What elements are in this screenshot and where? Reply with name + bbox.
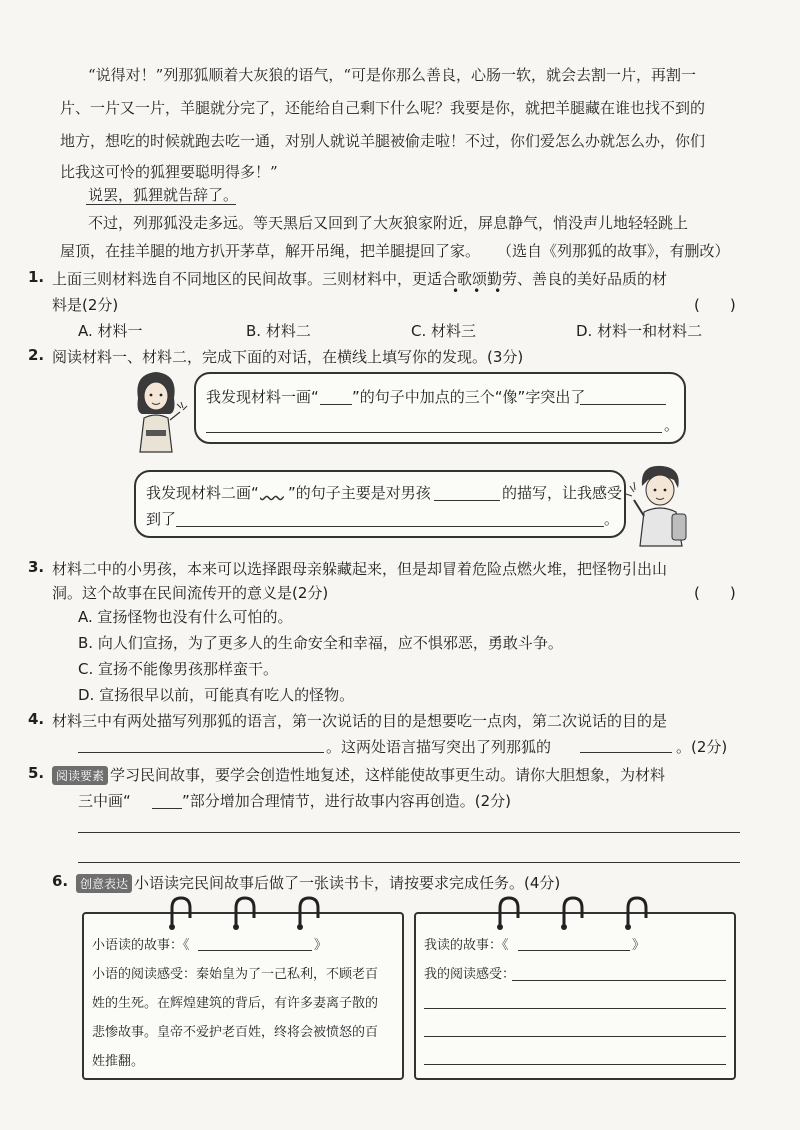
- q1-option[interactable]: A. 材料一: [78, 322, 143, 340]
- bubble1-end: 。: [664, 416, 680, 434]
- q2-stem: 阅读材料一、材料二，完成下面的对话，在横线上填写你的发现。(3分): [52, 348, 524, 366]
- card1-story-label: 小语读的故事：《: [92, 938, 190, 953]
- q3-answer-paren[interactable]: ( ): [694, 584, 736, 602]
- card1-feeling: 姓推翻。: [92, 1054, 145, 1069]
- q3-option[interactable]: B. 向人们宣扬，为了更多人的生命安全和幸福，应不惧邪恶，勇敢斗争。: [78, 634, 563, 652]
- fill-blank[interactable]: [320, 404, 352, 405]
- girl-illustration-icon: [126, 368, 186, 454]
- answer-line[interactable]: [512, 980, 726, 981]
- card2-feeling-label: 我的阅读感受：: [424, 967, 516, 982]
- q5-number: 5.: [28, 764, 45, 782]
- bubble2-text-b: ”的句子主要是对男孩: [288, 484, 431, 502]
- bubble2-text-c: 的描写，让我感受: [502, 484, 623, 502]
- answer-blank[interactable]: [176, 526, 604, 527]
- binder-ring-icon: [558, 896, 588, 932]
- answer-line[interactable]: [424, 1036, 726, 1037]
- bubble2-text-a: 我发现材料二画“: [146, 484, 259, 502]
- card1-feeling: 姓的生死。在辉煌建筑的背后，有许多妻离子散的: [92, 996, 379, 1011]
- q6-stem: [76, 872, 560, 893]
- answer-line[interactable]: [78, 832, 740, 833]
- q3-number: 3.: [28, 558, 45, 576]
- passage-line: 说罢，狐狸就告辞了。: [88, 186, 239, 204]
- answer-line[interactable]: [424, 1008, 726, 1009]
- bubble2-text-d: 到了: [146, 510, 177, 528]
- q2-number: 2.: [28, 346, 45, 364]
- q3-stem: 材料二中的小男孩，本来可以选择跟母亲躲藏起来，但是却冒着危险点燃火堆，把怪物引出山: [52, 560, 668, 578]
- binder-ring-icon: [294, 896, 324, 932]
- card1-feeling: 悲惨故事。皇帝不爱护老百姓，终将会被愤怒的百: [92, 1025, 379, 1040]
- q1-stem: 上面三则材料选自不同地区的民间故事。三则材料中，更适合歌颂勤劳、善良的美好品质的材: [52, 270, 668, 288]
- passage-line: 片、一片又一片，羊腿就分完了，还能给自己剩下什么呢？我要是你，就把羊腿藏在谁也找不到的: [60, 99, 706, 117]
- binder-ring-icon: [494, 896, 524, 932]
- q3-option[interactable]: D. 宣扬很早以前，可能真有吃人的怪物。: [78, 686, 355, 704]
- card2-story-close: 》: [632, 938, 646, 953]
- creative-expression-tag: 创意表达: [76, 874, 132, 893]
- binder-ring-icon: [230, 896, 260, 932]
- q6-stem-text: 小语读完民间故事后做了一张读书卡，请按要求完成任务。(4分): [134, 874, 561, 892]
- answer-blank[interactable]: [434, 500, 500, 501]
- passage-line: 屋顶，在挂羊腿的地方扒开茅草，解开吊绳，把羊腿提回了家。: [60, 242, 481, 260]
- q3-option[interactable]: C. 宣扬不能像男孩那样蛮干。: [78, 660, 279, 678]
- answer-blank[interactable]: [78, 752, 324, 753]
- q1-answer-paren[interactable]: ( ): [694, 296, 736, 314]
- q1-number: 1.: [28, 268, 45, 286]
- passage-line: “说得对！”列那狐顺着大灰狼的语气，“可是你那么善良，心肠一软，就会去割一片，再割一: [88, 66, 697, 84]
- q1-option[interactable]: D. 材料一和材料二: [576, 322, 703, 340]
- q6-number: 6.: [52, 872, 69, 890]
- underline-decor: [86, 204, 236, 205]
- q3-option[interactable]: A. 宣扬怪物也没有什么可怕的。: [78, 608, 293, 626]
- reading-elements-tag: 阅读要素: [52, 766, 108, 785]
- q1-option[interactable]: C. 材料三: [411, 322, 477, 340]
- q3-stem-line2: 洞。这个故事在民间流传开的意义是(2分): [52, 584, 329, 602]
- answer-line[interactable]: [78, 862, 740, 863]
- q5-stem-a: 三中画“: [78, 792, 131, 810]
- q4-stem: 材料三中有两处描写列那狐的语言，第一次说话的目的是想要吃一点肉，第二次说话的目的是: [52, 712, 668, 730]
- bubble1-text-b: ”的句子中加点的三个“像”字突出了: [352, 388, 586, 406]
- fill-blank[interactable]: [152, 808, 182, 809]
- emphasis-dots: •••: [452, 284, 516, 298]
- passage-line: 不过，列那狐没走多远。等天黑后又回到了大灰狼家附近，屏息静气，悄没声儿地轻轻跳上: [88, 214, 689, 232]
- answer-blank[interactable]: [206, 432, 662, 433]
- q4-stem-a: 。这两处语言描写突出了列那狐的: [326, 738, 552, 756]
- q4-number: 4.: [28, 710, 45, 728]
- q5-stem-b: ”部分增加合理情节，进行故事内容再创造。(2分): [182, 792, 512, 810]
- passage-line: 地方，想吃的时候就跑去吃一通，对别人就说羊腿被偷走啦！不过，你们爱怎么办就怎么办，你们: [60, 132, 706, 150]
- q5-stem-text: 学习民间故事，要学会创造性地复述，这样能使故事更生动。请你大胆想象，为材料: [110, 766, 666, 784]
- q1-stem-line2: 料是(2分): [52, 296, 119, 314]
- q4-stem-b: 。(2分): [676, 738, 728, 756]
- bubble2-end: 。: [604, 510, 620, 528]
- answer-blank[interactable]: [580, 404, 666, 405]
- passage-source: （选自《列那狐的故事》，有删改）: [497, 242, 730, 260]
- story-title-blank[interactable]: [518, 950, 630, 951]
- card1-story-close: 》: [314, 938, 328, 953]
- passage-line: 比我这可怜的狐狸要聪明得多！”: [60, 163, 278, 181]
- binder-ring-icon: [622, 896, 652, 932]
- story-title-blank[interactable]: [198, 950, 312, 951]
- card1-feeling: 小语的阅读感受：秦始皇为了一己私利，不顾老百: [92, 967, 379, 982]
- q1-option[interactable]: B. 材料二: [246, 322, 311, 340]
- boy-illustration-icon: [626, 460, 692, 546]
- card2-story-label: 我读的故事：《: [424, 938, 509, 953]
- answer-line[interactable]: [424, 1064, 726, 1065]
- dialogue-bubble-boy: [134, 470, 626, 538]
- bubble1-text-a: 我发现材料一画“: [206, 388, 319, 406]
- q5-stem: [52, 764, 665, 785]
- wavy-blank[interactable]: [260, 480, 284, 498]
- dialogue-bubble-girl: [194, 372, 686, 444]
- answer-blank[interactable]: [580, 752, 672, 753]
- binder-ring-icon: [166, 896, 196, 932]
